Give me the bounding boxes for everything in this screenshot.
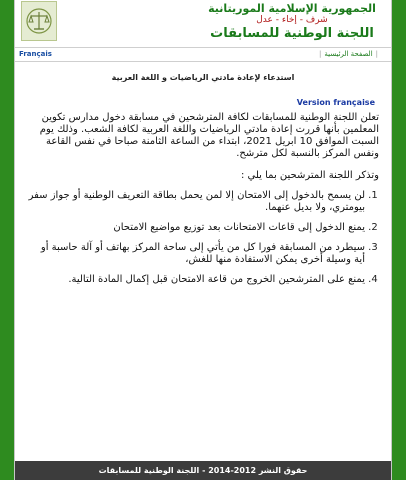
- nav-link-francais[interactable]: Français: [19, 50, 52, 58]
- scales-icon: [25, 6, 53, 36]
- nav-separator: |: [318, 50, 322, 58]
- rule-item: 2. يمنع الدخول إلى قاعات الامتحانات بعد توزيع مواضيع الامتحان: [27, 222, 365, 234]
- page-container: [14, 0, 392, 480]
- nav-separator: |: [375, 50, 378, 58]
- announcement-body: [27, 112, 379, 294]
- rules-list: [27, 190, 379, 286]
- rule-item: 1. لن يسمح بالدخول إلى الامتحان إلا لمن يحمل بطاقة التعريف الوطنية أو جواز سفر بيومتري، ولا بديل عنهما.: [27, 190, 365, 214]
- rule-item: 4. يمنع على المترشحين الخروج من قاعة الامتحان قبل إكمال المادة التالية.: [27, 274, 365, 286]
- left-green-stripe: [0, 0, 14, 480]
- motto: شرف - إخاء - عدل: [256, 15, 328, 25]
- site-header: [15, 0, 391, 44]
- site-footer: حقوق النشر 2012-2014 - اللجنة الوطنية للمسابقات: [15, 461, 391, 480]
- nav-bar: [15, 47, 391, 62]
- intro-paragraph: تعلن اللجنة الوطنية للمسابقات لكافة المترشحين في مسابقة دخول مدارس تكوين المعلمين بأنها قررت إعادة مادتي الرياضيات واللغة العربية لكافة الشعب. وذلك يوم السبت الموافق 10 ابريل 2021، ابتداء من الساعة الثامنة صباحا في نفس القاعة ونفس المركز بالنسبة لكل مترشح.: [39, 112, 379, 159]
- commission-name: اللجنة الوطنية للمسابقات: [210, 26, 374, 41]
- announcement-title: استدعاء لإعادة مادتي الرياضيات و اللغة العربية: [111, 73, 295, 82]
- right-green-stripe: [392, 0, 406, 480]
- reminder-paragraph: وتذكر اللجنة المترشحين بما يلي :: [240, 170, 379, 181]
- nav-link-home-label: الصفحة الرئيسية: [324, 50, 373, 58]
- header-title-block: [207, 2, 377, 41]
- nav-link-home[interactable]: [316, 48, 381, 61]
- emblem-logo[interactable]: [21, 1, 57, 41]
- rule-item: 3. سيطرد من المسابقة فورا كل من يأتي إلى ساحة المركز بهاتف أو آلة حاسبة أو أية وسيلة أخرى يمكن الاستفادة منها للغش،: [27, 242, 365, 266]
- version-francaise-link[interactable]: Version française: [296, 98, 375, 107]
- republic-name: الجمهورية الإسلامية الموريتانية: [208, 2, 376, 15]
